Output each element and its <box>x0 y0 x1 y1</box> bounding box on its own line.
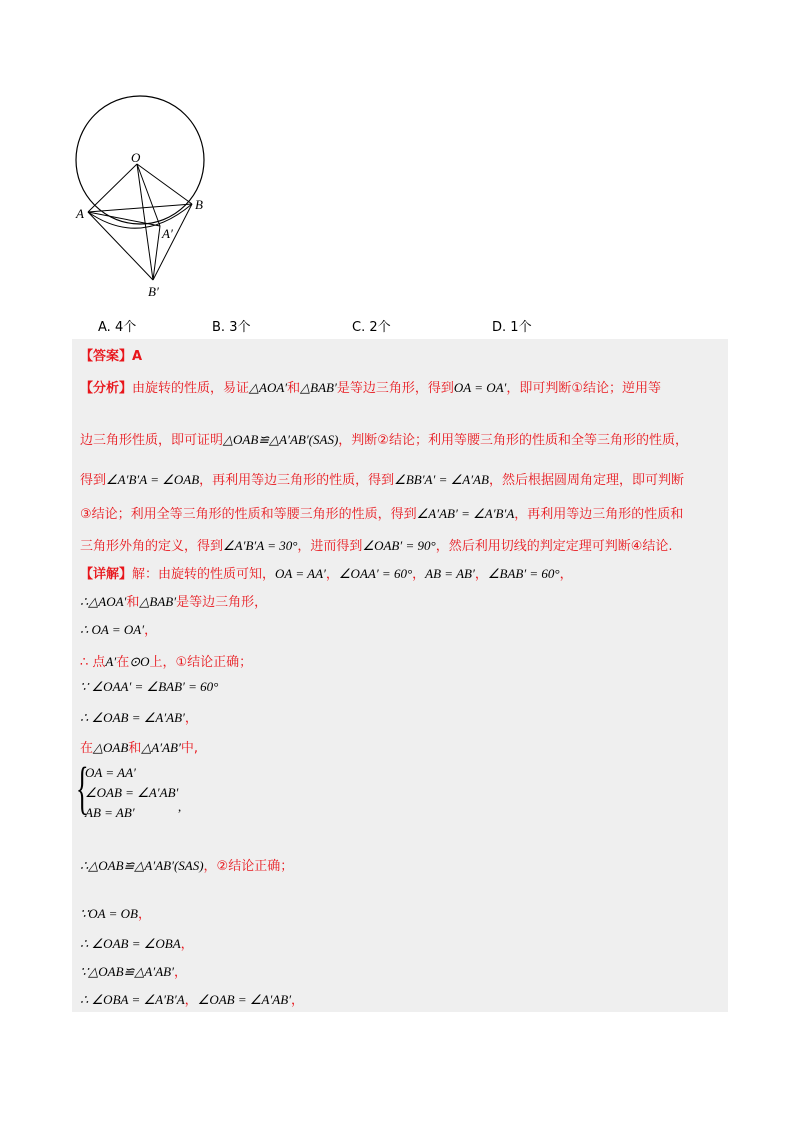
math: ∴ ∠OAB = ∠OBA <box>80 936 181 951</box>
text: ，然后根据圆周角定理，即可判断 <box>488 473 684 488</box>
math: AB = AB′ <box>425 566 475 581</box>
math: △BAB′ <box>139 594 177 609</box>
math: △OAB≌△A′AB′(SAS) <box>223 432 339 447</box>
math: ∠A′AB′ = ∠A′B′A <box>416 506 515 521</box>
math: △OAB <box>93 740 129 755</box>
text: 三角形外角的定义，得到 <box>80 539 224 554</box>
detail-line-4 <box>80 651 252 670</box>
label-b: B <box>195 197 203 212</box>
math: ∴ ∠OBA = ∠A′B′A <box>80 992 185 1007</box>
text: 在 <box>116 655 130 670</box>
solution-panel <box>72 339 728 1012</box>
detail-line-10: ∴ ∠OAB = ∠OBA， <box>80 936 194 952</box>
math: A′ <box>105 654 117 669</box>
analysis-tag: 【分析】 <box>80 381 133 396</box>
answer-line <box>80 345 142 364</box>
text: 中, <box>180 741 198 756</box>
math: OA = OA′ <box>453 380 507 395</box>
analysis-line-5 <box>80 535 672 554</box>
text: 是等边三角形， <box>176 595 268 610</box>
detail-line-6: ∴ ∠OAB = ∠A′AB′， <box>80 710 198 726</box>
detail-line-7 <box>80 737 198 756</box>
choice-letter: B. <box>212 320 226 335</box>
text: 在 <box>80 741 94 756</box>
math: ∵ ∠OAA′ = ∠BAB′ = 60° <box>80 679 219 694</box>
segment-a-prime-b-prime <box>153 226 160 280</box>
label-o: O <box>131 150 141 165</box>
text: 和 <box>128 741 142 756</box>
analysis-line-4 <box>80 503 683 522</box>
text: 和 <box>126 595 140 610</box>
math: ∠OAB′ = 90° <box>362 538 436 553</box>
system-row: ∠OAB = ∠A′AB′ <box>85 785 179 800</box>
segment-ab-prime <box>88 212 153 280</box>
analysis-line-1 <box>80 377 661 396</box>
detail-line-8 <box>80 855 293 874</box>
math: ∵△OAB≌△A′AB′ <box>80 964 174 979</box>
answer-tag: 【答案】 <box>80 349 133 364</box>
segment-oa <box>88 164 137 212</box>
math: ∴△OAB≌△A′AB′(SAS) <box>80 858 204 873</box>
math: ⊙O <box>129 654 150 669</box>
label-a-prime: A′ <box>162 226 173 241</box>
answer-value: A <box>132 349 143 364</box>
text: 上，①结论正确； <box>149 655 253 670</box>
math: ∴ OA = OA′ <box>80 622 145 637</box>
text: ，再利用等边三角形的性质和 <box>514 507 684 522</box>
detail-line-12: ∴ ∠OBA = ∠A′B′A，∠OAB = ∠A′AB′， <box>80 992 305 1008</box>
choice-a <box>98 316 136 335</box>
segment-oa-prime <box>137 164 160 226</box>
choice-letter: A. <box>98 320 111 335</box>
text: ，判断②结论；利用等腰三角形的性质和全等三角形的性质， <box>338 433 688 448</box>
math: ∴△AOA′ <box>80 594 127 609</box>
text: ，进而得到 <box>297 539 363 554</box>
math: ∠A′B′A = 30° <box>223 538 298 553</box>
math: ∠OAB = ∠A′AB′ <box>197 992 292 1007</box>
choice-letter: D. <box>492 320 507 335</box>
text: 是等边三角形，得到 <box>336 381 454 396</box>
math: ∠OAA′ = 60° <box>338 566 413 581</box>
text: ，再利用等边三角形的性质，得到 <box>199 473 395 488</box>
system-row: AB = AB′ <box>85 805 135 820</box>
text: ，即可判断①结论；逆用等 <box>506 381 662 396</box>
system-comma: , <box>178 799 182 814</box>
text: 和 <box>287 381 301 396</box>
detail-line-1: 【详解】解：由旋转的性质可知，OA = AA′，∠OAA′ = 60°，AB = AB′，∠BAB′ = 60°， <box>80 566 573 582</box>
text: 由旋转的性质，易证 <box>132 381 250 396</box>
label-b-prime: B′ <box>148 284 159 299</box>
analysis-line-3 <box>80 469 684 488</box>
math: △AOA′ <box>249 380 288 395</box>
choice-d <box>492 316 532 335</box>
detail-tag: 【详解】 <box>80 567 133 582</box>
text: 得到 <box>80 473 107 488</box>
detail-line-3: ∴ OA = OA′， <box>80 622 158 638</box>
math: ∵OA = OB <box>80 906 138 921</box>
geometry-figure <box>60 88 220 310</box>
math: ∴ ∠OAB = ∠A′AB′ <box>80 710 185 725</box>
choice-text: 4个 <box>114 320 137 335</box>
segment-ab <box>88 204 192 212</box>
choice-letter: C. <box>352 320 366 335</box>
text: ，然后利用切线的判定定理可判断④结论. <box>435 539 673 554</box>
detail-line-5 <box>80 679 218 695</box>
system-row: OA = AA′ <box>85 765 136 780</box>
math: ∠A′B′A = ∠OAB <box>106 472 200 487</box>
text: 边三角形性质，即可证明 <box>80 433 224 448</box>
segment-ob <box>137 164 192 204</box>
system-brace: { <box>76 755 89 820</box>
text: ，②结论正确； <box>203 859 294 874</box>
detail-line-11: ∵△OAB≌△A′AB′， <box>80 964 187 980</box>
text: 解：由旋转的性质可知， <box>132 567 276 582</box>
choice-c <box>352 316 391 335</box>
math: △BAB′ <box>300 380 337 395</box>
choice-text: 2个 <box>369 320 391 335</box>
analysis-line-2 <box>80 429 688 448</box>
text: ③结论；利用全等三角形的性质和等腰三角形的性质，得到 <box>80 507 417 522</box>
text: ∴ 点 <box>80 655 106 670</box>
math: OA = AA′ <box>275 566 326 581</box>
choice-text: 1个 <box>510 320 532 335</box>
equation-system <box>85 763 178 823</box>
choice-b <box>212 316 250 335</box>
label-a: A <box>76 206 84 221</box>
answer-choices <box>98 316 738 336</box>
choice-text: 3个 <box>229 320 251 335</box>
detail-line-2 <box>80 591 267 610</box>
math: ∠BB′A′ = ∠A′AB <box>394 472 489 487</box>
detail-line-9: ∵OA = OB， <box>80 906 151 922</box>
math: △A′AB′ <box>141 740 181 755</box>
math: ∠BAB′ = 60° <box>487 566 560 581</box>
